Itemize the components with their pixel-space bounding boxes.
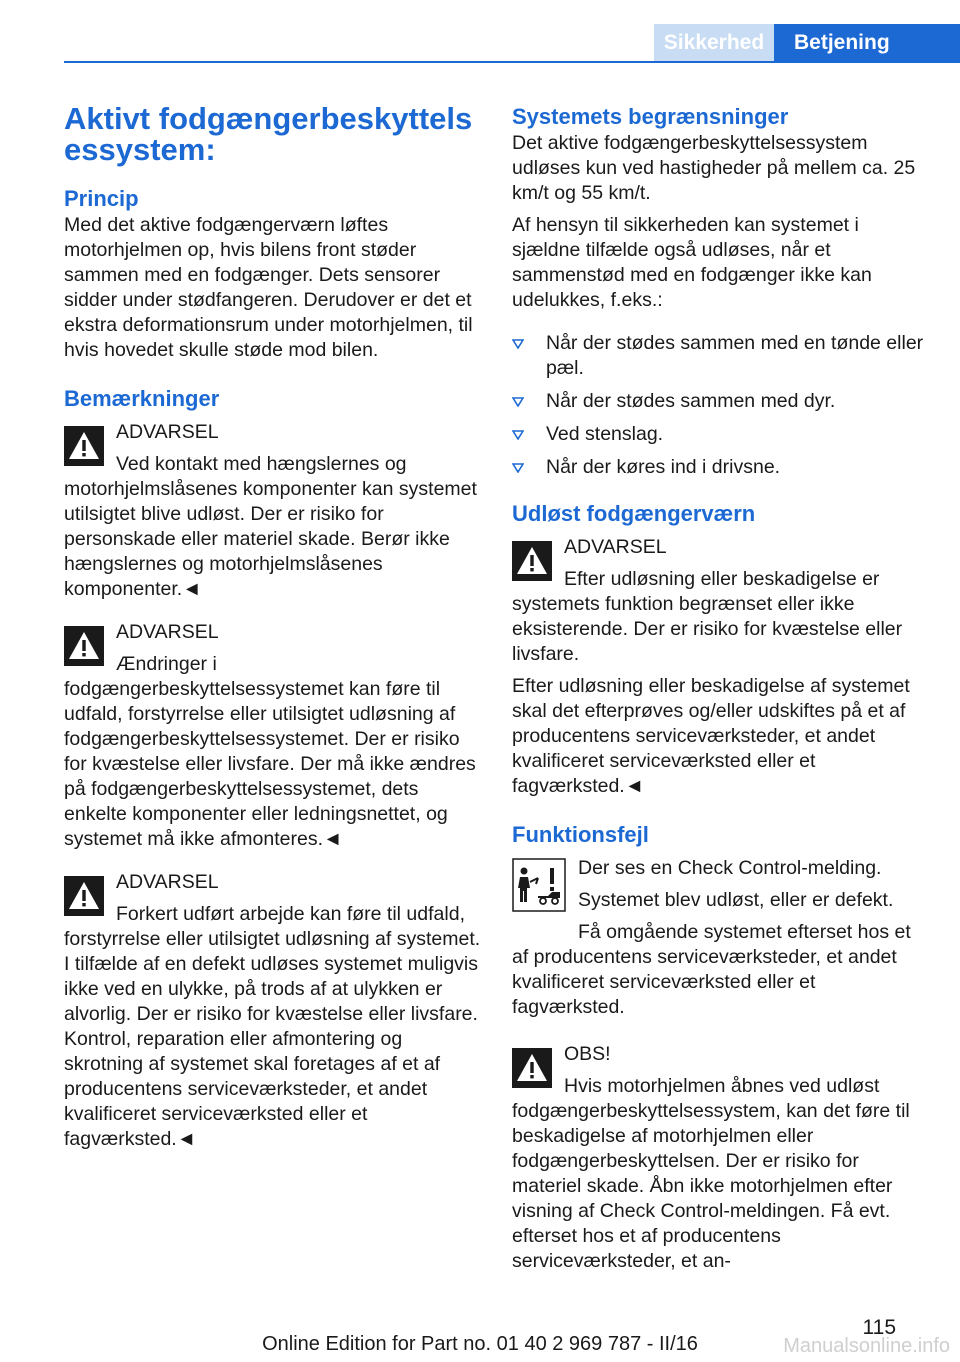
list-item-text: Ved stenslag. <box>546 423 664 445</box>
triangle-bullet-icon <box>512 430 524 440</box>
fault-line-2: Systemet blev udløst, eller er defekt. <box>578 889 894 911</box>
triggered-text: Efter udløsning eller beskadigelse af systemet skal det efterprøves og/eller udskiftes på et af producentens serviceværksteder, et andet kvalificeret serviceværksted eller et fagværksted.◄ <box>512 675 910 797</box>
tab-sikkerhed[interactable]: Sikkerhed <box>654 24 774 61</box>
list-item <box>512 331 930 381</box>
list-item <box>512 422 930 447</box>
check-control-block <box>512 856 930 1020</box>
triangle-bullet-icon <box>512 397 524 407</box>
principle-text: Med det aktive fodgængerværn løftes motorhjelmen op, hvis bilens front støder sammen med en fodgænger. Dets sensorer sidder under stødfangeren. Derudover er det et ekstra deformationsrum under motorhjelmen, til hvis hovedet skulle støde mod bilen. <box>64 214 473 361</box>
warning-4-text: Efter udløsning eller beskadigelse er systemets funktion begrænset eller ikke eksisterende. Der er risiko for kvæstelse eller livsfare. <box>512 568 903 665</box>
note-block <box>512 1042 930 1274</box>
list-item <box>512 389 930 414</box>
fault-line-3: Få omgående systemet efterset hos et af producentens serviceværksteder, et andet kvalificeret serviceværksted eller et fagværksted. <box>512 921 911 1018</box>
triangle-bullet-icon <box>512 463 524 473</box>
note-text: Hvis motorhjelmen åbnes ved udløst fodgængerbeskyttelsessystem, kan det føre til beskadigelse af motorhjelmen eller fodgængerbeskyttelsen. Der er risiko for materiel skade. Åbn ikke motorhjelmen efter visning af Check Control-meldingen. Få evt. efterset hos et af producentens serviceværksteder, et an- <box>512 1075 910 1272</box>
limits-text-2: Af hensyn til sikkerheden kan systemet i sjældne tilfælde også udløses, når et sammenstød med en fodgænger ikke kan udelukkes, f.eks.: <box>512 214 872 311</box>
warning-3-text: Forkert udført arbejde kan føre til udfald, forstyrrelse eller utilsigtet udløsning af systemet. I tilfælde af en defekt udløses systemet muligvis ikke ved en ulykke, på trods af at ulykken er alvorlig. Der er risiko for kvæstelse eller livsfare. Kontrol, reparation eller afmontering og skrotning af systemet skal foretages af et af producentens serviceværksteder, et andet kvalificeret serviceværksted eller et fagværksted.◄ <box>64 903 481 1150</box>
header-rule <box>64 61 960 63</box>
fault-line-1: Der ses en Check Control-melding. <box>578 857 882 879</box>
page-number: 115 <box>862 1316 896 1339</box>
section-tabs <box>654 24 960 61</box>
page-title: Aktivt fodgængerbeskyttelsessystem: <box>64 101 473 167</box>
list-item-text: Når der køres ind i drivsne. <box>546 456 781 478</box>
warning-block-1 <box>64 420 482 602</box>
warning-1-text: Ved kontakt med hængslernes og motorhjelmslåsenes komponenter kan systemet utilsigtet blive udløst. Der er risiko for personskade eller materiel skade. Berør ikke hængslernes og motorhjelmslåsenes komponenter.◄ <box>64 453 477 600</box>
limits-heading: Systemets begrænsninger <box>512 104 789 129</box>
fault-heading: Funktionsfejl <box>512 822 649 847</box>
triangle-bullet-icon <box>512 339 524 349</box>
warning-block-3 <box>64 870 482 1152</box>
warning-4-title: ADVARSEL <box>564 536 667 558</box>
warning-triangle-icon <box>512 541 552 581</box>
warning-triangle-icon <box>512 1048 552 1088</box>
warning-1-title: ADVARSEL <box>116 421 219 443</box>
watermark: Manualsonline.info <box>783 1335 950 1357</box>
warning-block-4 <box>512 535 930 667</box>
list-item-text: Når der stødes sammen med en tønde eller pæl. <box>546 332 924 379</box>
note-title: OBS! <box>564 1043 611 1065</box>
warning-2-text: Ændringer i fodgængerbeskyttelsessystemet kan føre til udfald, forstyrrelse eller utilsigtet udløsning af fodgængerbeskyttelsessystemet. Der er risiko for kvæstelse eller livsfare. Der må ikke ændres på fodgængerbeskyttelsessystemet, dets enkelte komponenter eller ledningsnettet, og systemet må ikke afmonteres.◄ <box>64 653 476 850</box>
warning-3-title: ADVARSEL <box>116 871 219 893</box>
right-column <box>512 103 930 1274</box>
warning-triangle-icon <box>64 876 104 916</box>
edition-footer: Online Edition for Part no. 01 40 2 969 787 - II/16 <box>262 1333 698 1355</box>
warning-triangle-icon <box>64 426 104 466</box>
list-item <box>512 455 930 480</box>
notes-heading: Bemærkninger <box>64 386 220 411</box>
warning-block-2 <box>64 620 482 852</box>
tab-betjening[interactable]: Betjening <box>774 24 960 61</box>
limits-text-1: Det aktive fodgængerbeskyttelsessystem udløses kun ved hastigheder på mellem ca. 25 km/t og 55 km/t. <box>512 132 916 204</box>
limits-list <box>512 331 930 480</box>
principle-heading: Princip <box>64 186 139 211</box>
triggered-heading: Udløst fodgængerværn <box>512 501 756 526</box>
warning-2-title: ADVARSEL <box>116 621 219 643</box>
list-item-text: Når der stødes sammen med dyr. <box>546 390 836 412</box>
warning-triangle-icon <box>64 626 104 666</box>
pedestrian-protection-icon <box>512 858 566 912</box>
left-column <box>64 103 482 1152</box>
